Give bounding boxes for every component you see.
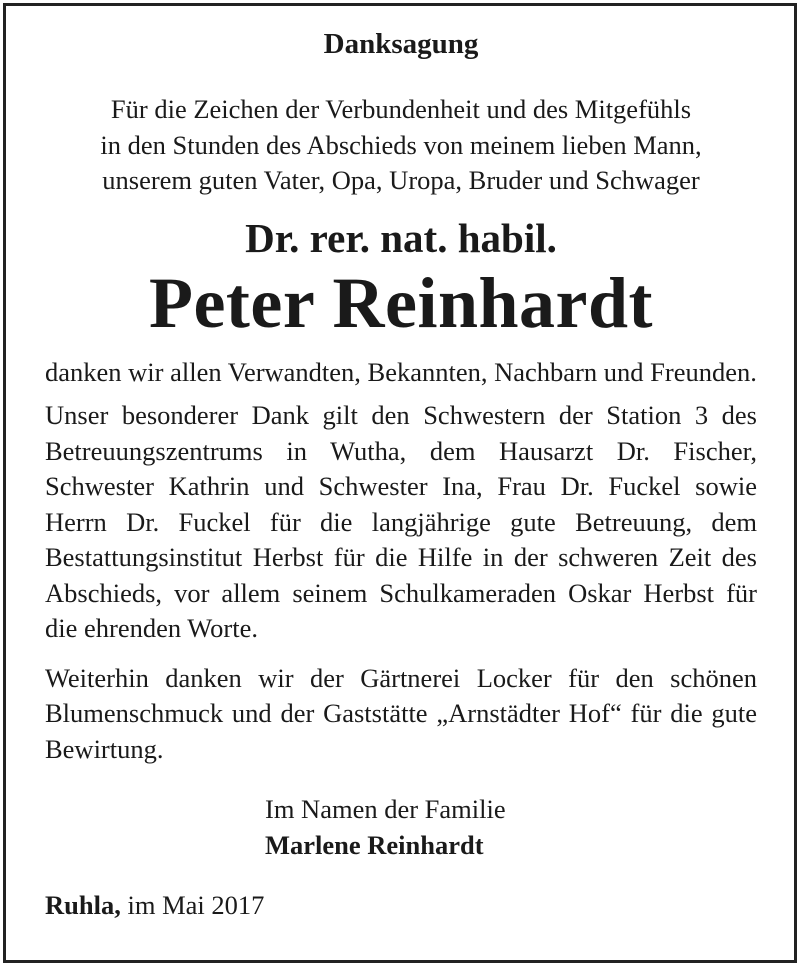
- thanks-paragraph-care: Unser besonderer Dank gilt den Schwestern der Station 3 des Betreuungszentrums in Wutha, dem Hausarzt Dr. Fischer, Schwester Kathrin und Schwester Ina, Frau Dr. Fuckel sowie Herrn Dr. Fuckel für die langjährige gute Betreuung, dem Bestattungsinstitut Herbst für die Hilfe in der schweren Zeit des Abschieds, vor allem seinem Schulkameraden Oskar Herbst für die ehrenden Worte.: [45, 400, 757, 643]
- signature-block: [45, 791, 757, 863]
- deceased-name: Peter Reinhardt: [148, 262, 654, 343]
- notice-date: im Mai 2017: [127, 890, 265, 920]
- intro-text: [45, 92, 757, 199]
- intro-line-3: unserem guten Vater, Opa, Uropa, Bruder und Schwager: [102, 165, 700, 195]
- intro-line-2: in den Stunden des Abschieds von meinem lieben Mann,: [100, 129, 702, 160]
- notice-heading: Danksagung: [323, 28, 479, 60]
- notice-content: [45, 24, 757, 923]
- academic-title: Dr. rer. nat. habil.: [245, 214, 557, 261]
- signature-name: Marlene Reinhardt: [265, 830, 484, 860]
- place-date-line: [45, 887, 757, 923]
- signature-intro: Im Namen der Familie: [265, 794, 506, 824]
- intro-line-1: Für die Zeichen der Verbundenheit und des Mitgefühls: [110, 94, 692, 124]
- thanks-paragraph-flowers: Weiterhin danken wir der Gärtnerei Locker für den schönen Blumenschmuck und der Gaststätte „Arnstädter Hof“ für die gute Bewirtung.: [45, 662, 757, 764]
- thanks-paragraph-relatives: danken wir allen Verwandten, Bekannten, Nachbarn und Freunden.: [45, 356, 757, 387]
- place-name: Ruhla,: [45, 890, 121, 920]
